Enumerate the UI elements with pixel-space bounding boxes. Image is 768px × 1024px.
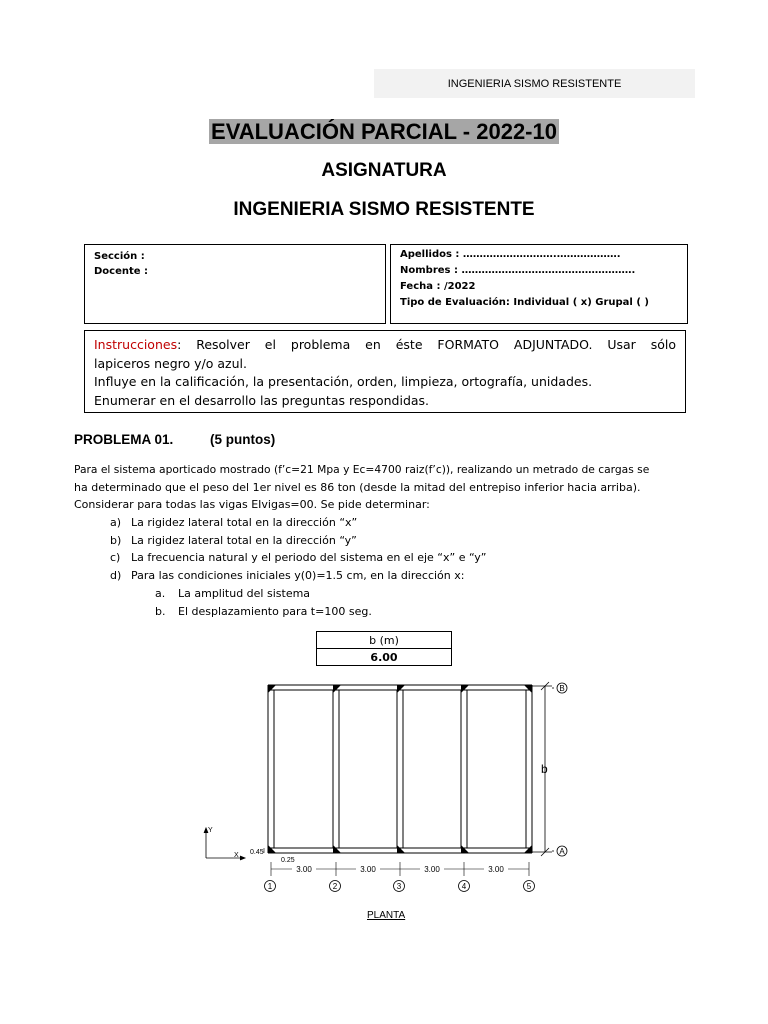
date-field: Fecha : /2022 (400, 281, 476, 292)
frame-lines (268, 685, 532, 853)
span-label-1: 3.00 (296, 865, 312, 874)
b-table-header: b (m) (317, 632, 452, 649)
corner-4B (461, 685, 469, 693)
grid-number-4: 4 (461, 882, 467, 891)
subquestion-a-text: La amplitud del sistema (178, 587, 311, 600)
corner-5A (524, 845, 532, 853)
question-d-marker: d) (110, 569, 122, 582)
problem-title: PROBLEMA 01. (74, 432, 174, 447)
height-label: b (541, 762, 548, 776)
grid-letter-B: B (559, 684, 565, 693)
statement-line-3: Considerar para todas las vigas EIvigas=00. Se pide determinar: (74, 498, 430, 511)
b-table-value: 6.00 (317, 649, 452, 666)
instructions-line-2: lapiceros negro y/o azul. (94, 355, 247, 371)
dimension-025: 0.25 (281, 857, 295, 864)
subject-name: INGENIERIA SISMO RESISTENTE (233, 199, 535, 220)
subject-label: ASIGNATURA (321, 160, 447, 181)
grid-numbers (268, 882, 532, 891)
subquestion-b-text: El desplazamiento para t=100 seg. (178, 605, 372, 618)
grid-number-3: 3 (396, 882, 402, 891)
grid-number-1: 1 (267, 882, 273, 891)
instructions-line-3: Influye en la calificación, la presentación, orden, limpieza, ortografía, unidades. (94, 374, 593, 389)
corner-5B (524, 685, 532, 693)
name-field: Nombres : ……………………………………………. (400, 265, 636, 276)
question-a-marker: a) (110, 516, 122, 529)
statement-line-1: Para el sistema aporticado mostrado (f’c=21 Mpa y Ec=4700 raiz(f’c)), realizando un metrado de cargas se (74, 463, 650, 476)
column-corners (268, 685, 532, 853)
x-axis-arrow (240, 856, 245, 860)
section-field: Sección : (94, 251, 145, 262)
course-header-tag: INGENIERIA SISMO RESISTENTE (374, 69, 695, 98)
question-b-text: La rigidez lateral total en la dirección “y” (131, 534, 357, 547)
grid-number-2: 2 (332, 882, 338, 891)
instructions-line-1-text: : Resolver el problema en éste FORMATO ADJUNTADO. Usar sólo (177, 337, 676, 352)
corner-3A (397, 845, 405, 853)
subquestion-b-marker: b. (155, 605, 166, 618)
instructions-label: Instrucciones (94, 337, 178, 352)
grid-number-5: 5 (526, 882, 532, 891)
question-b-marker: b) (110, 534, 122, 547)
axis-x-label: X (234, 852, 239, 859)
corner-3B (397, 685, 405, 693)
corner-1B (268, 685, 276, 693)
surname-field: Apellidos : ……………………….………………. (400, 249, 621, 260)
question-c-marker: c) (110, 551, 121, 564)
span-label-2: 3.00 (360, 865, 376, 874)
corner-2A (333, 845, 341, 853)
exam-title-text: EVALUACIÓN PARCIAL - 2022-10 (211, 119, 557, 144)
statement-line-2: ha determinado que el peso del 1er nivel es 86 ton (desde la mitad del entrepiso inferior hacia arriba). (74, 480, 641, 494)
span-label-4: 3.00 (488, 865, 504, 874)
problem-points: (5 puntos) (210, 432, 276, 447)
question-a-text: La rigidez lateral total en la dirección “x” (131, 516, 358, 529)
dimension-045: 0.45 (250, 849, 264, 856)
corner-2B (333, 685, 341, 693)
question-c-text: La frecuencia natural y el periodo del sistema en el eje “x” e “y” (131, 551, 487, 564)
corner-4A (461, 845, 469, 853)
evaluation-type-field: Tipo de Evaluación: Individual ( x) Grupal ( ) (400, 297, 649, 308)
instructions-line-4: Enumerar en el desarrollo las preguntas respondidas. (94, 392, 430, 408)
teacher-field: Docente : (94, 266, 149, 277)
subquestion-a-marker: a. (155, 587, 166, 600)
span-label-3: 3.00 (424, 865, 440, 874)
plan-caption: PLANTA (367, 910, 406, 921)
grid-letter-A: A (559, 847, 565, 856)
corner-1A (268, 845, 276, 853)
question-d-text: Para las condiciones iniciales y(0)=1.5 cm, en la dirección x: (131, 569, 465, 582)
axis-y-label: Y (208, 827, 213, 834)
